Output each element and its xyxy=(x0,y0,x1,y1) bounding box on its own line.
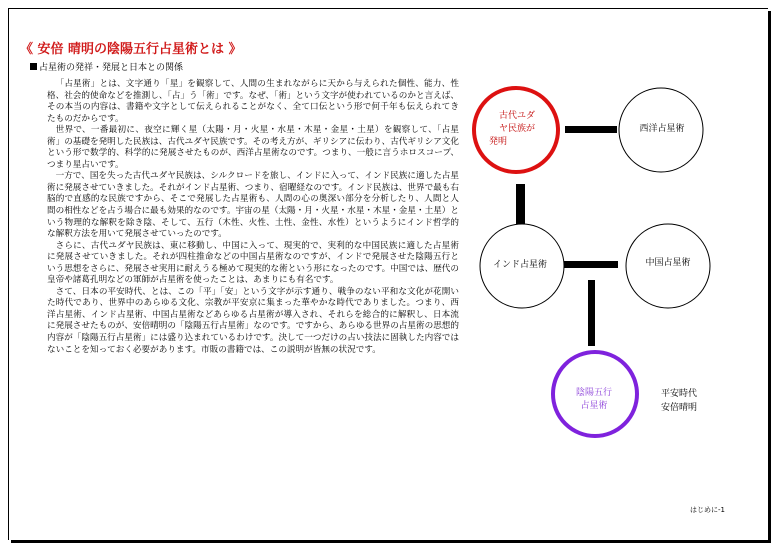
connector-jewish-indian xyxy=(516,184,525,228)
page-number: はじめに-1 xyxy=(690,506,725,514)
section-heading-text: 占星術の発祥・発展と日本との関係 xyxy=(39,63,184,73)
side-note-line: 平安時代 xyxy=(661,389,698,399)
node-jewish-label xyxy=(487,110,547,149)
node-jewish-line: 発明 xyxy=(489,137,508,147)
paragraph: さて、日本の平安時代、とは、この「平」「安」という文字が示す通り、戦争のない平和な文化が花開いた時代であり、世界中のあらゆる文化、宗教が平安京に集まった華やかな時代でありました。つまり、西洋占星術、インド占星術、中国占星術などあらゆる占星術が導入され、それらを総合的に解釈し、日本流に発展させたものが、安倍晴明の「陰陽五行占星術」なのです。ですから、あらゆる世界の占星術の思想的内容が「陰陽五行占星術」には盛り込まれているわけです。決して一つだけの占い技法に固執した内容ではないことを知っておく必要があります。市販の書籍では、この説明が皆無の状況です。 xyxy=(47,286,459,355)
node-indian-label xyxy=(482,259,558,272)
paragraph: 「占星術」とは、文字通り「星」を観察して、人間の生まれながらに天から与えられた個性、能力、性格、社会的使命などを推測し、「占」う「術」です。なぜ、「術」という文字が使われているのかと言えば、その本当の内容は、書籍や文字として伝えられることがなく、全て口伝という形で何千年も伝えられてきたものだからです。 xyxy=(47,79,459,124)
node-western-line: 西洋占星術 xyxy=(639,124,685,134)
heian-side-note xyxy=(661,387,697,415)
paragraph: 一方で、国を失った古代ユダヤ民族は、シルクロードを旅し、インドに入って、インド民族に適した占星術に発展させていきました。それがインド占星術、つまり、宿曜経なのです。インド民族は、世界で最も右脳的で直感的な民族ですから、そこで発展した占星術も、人間の心の奥深い部分を分析したり、人間と人間の相性などを占う場合に最も効果的なのです。宇宙の星（太陽・月・火星・水星・木星・金星・土星）という物理的な解釈を除き陰、そして、五行（木性、火性、土性、金性、水性）というようにインド哲学的な解釈方法を用いて発展させていったのです。 xyxy=(47,171,459,240)
connector-jewish-western xyxy=(565,126,617,133)
node-onmyo-line: 陰陽五行 xyxy=(575,388,612,398)
node-chinese-label xyxy=(632,257,704,270)
side-note-line: 安倍晴明 xyxy=(661,403,698,413)
node-western-label xyxy=(626,123,698,136)
paragraph: 世界で、一番最初に、夜空に輝く星（太陽・月・火星・水星・木星・金星・土星）を観察して、「占星術」の基礎を発明した民族は、古代ユダヤ民族です。その考え方が、ギリシアに伝わり、古代ギリシア文化という形で数学的、科学的に発展させたものが、西洋占星術なのです。つまり、一般に言うホロスコープ、つまり星占いです。 xyxy=(47,125,459,170)
paragraph: さらに、古代ユダヤ民族は、東に移動し、中国に入って、現実的で、実利的な中国民族に適した占星術に発展させていきました。それが四柱推命などの中国占星術なのですが、インドで発展させた陰陽五行という思想をさらに、発展させ実用に耐えうる極めて現実的な術という形になったのです。中国では、歴代の皇帝や諸葛孔明などの軍師が占星術を使ったことは、あまりにも有名です。 xyxy=(47,240,459,286)
connector-chinese-onmyo xyxy=(588,280,595,346)
node-jewish-line: 古代ユダ xyxy=(498,111,535,121)
connector-indian-chinese xyxy=(564,261,618,268)
node-chinese-line: 中国占星術 xyxy=(645,258,691,268)
node-onmyo-label xyxy=(561,387,627,413)
node-jewish-line: ヤ民族が xyxy=(498,124,535,134)
node-onmyo-line: 占星術 xyxy=(580,401,608,411)
page-title: 《 安倍 晴明の陰陽五行占星術とは 》 xyxy=(20,42,242,57)
node-indian-line: インド占星術 xyxy=(492,260,547,270)
